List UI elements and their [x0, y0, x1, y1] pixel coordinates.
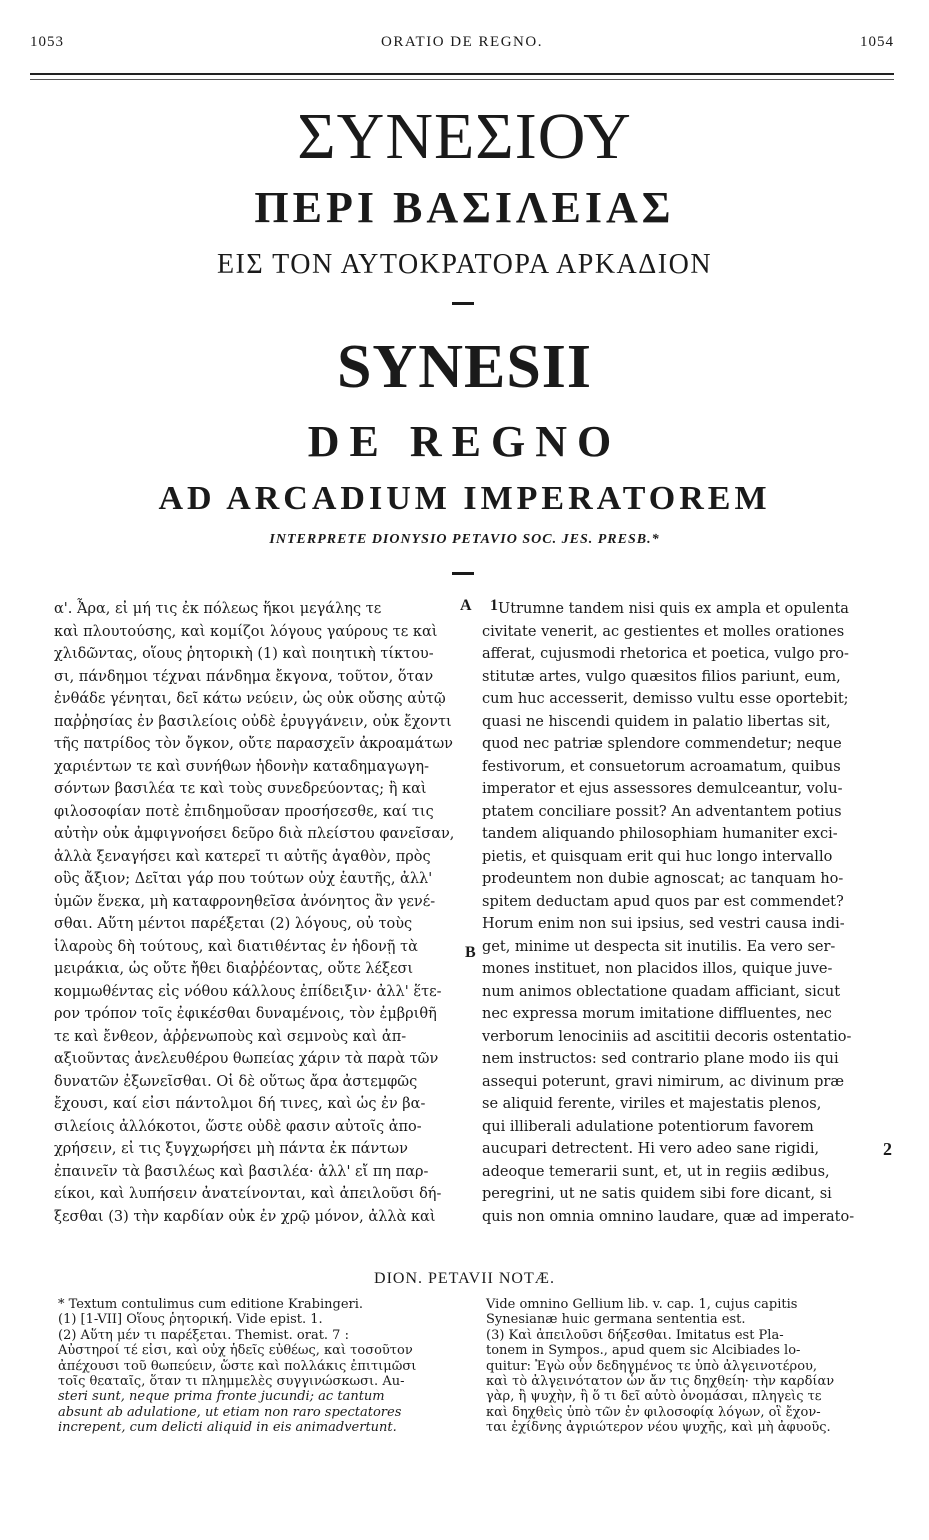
text-line: quis non omnia omnino laudare, quæ ad imperato-	[482, 1208, 855, 1225]
notes-left-column	[58, 1297, 468, 1436]
text-line: ἐπαινεῖν τὰ βασιλέως καὶ βασιλέα· ἀλλ' εἴ πη παρ-	[54, 1163, 429, 1180]
text-line: σι, πάνδημοι τέχναι πάνδημα ἔκγονα, τοῦτον, ὅταν	[54, 668, 434, 685]
interpreter-line: INTERPRETE DIONYSIO PETAVIO SOC. JES. PRESB.*	[269, 532, 660, 547]
text-line: quasi ne hiscendi quidem in palatio libertas sit,	[482, 713, 831, 730]
notes-right-column	[486, 1297, 898, 1436]
text-line: ὑμῶν ἕνεκα, μὴ καταφρονηθεῖσα ἀνόνητος ἂν γενέ-	[54, 893, 436, 910]
note-line: quitur: Ἐγὼ οὖν δεδηγμένος τε ὑπὸ ἀλγεινοτέρου,	[486, 1358, 818, 1374]
note-line: increpent, cum delicti aliquid in eis animadvertunt.	[58, 1420, 397, 1436]
text-line: αξιοῦντας ἀνελευθέρου θωπείας χάριν τὰ παρὰ τῶν	[54, 1051, 439, 1067]
note-line: Αὐστηροί τέ εἰσι, καὶ οὐχ ἡδεῖς εὐθέως, καὶ τοσοῦτον	[58, 1343, 413, 1359]
text-line: imperator et ejus assessores demulceantur, volu-	[482, 781, 843, 797]
page-number-left: 1053	[30, 34, 64, 50]
text-line: tandem aliquando philosophiam humaniter exci-	[482, 826, 838, 842]
greek-work-title: ΠΕΡΙ ΒΑΣΙΛΕΙΑΣ	[254, 183, 675, 232]
text-line: χρήσειν, εἰ τις ξυγχωρήσει μὴ πάντα ἐκ πάντων	[54, 1141, 408, 1157]
body-divider	[452, 572, 474, 575]
margin-mark-b: B	[465, 944, 476, 961]
note-line: ἀπέχουσι τοῦ θωπεύειν, ὥστε καὶ πολλάκις ἐπιτιμῶσι	[58, 1358, 417, 1374]
margin-mark-a: A	[460, 597, 472, 614]
latin-work-title: DE REGNO	[307, 417, 622, 466]
note-line: καὶ τὸ ἀλγεινότατον ὧν ἄν τις δηχθείη· τὴν καρδίαν	[486, 1373, 835, 1389]
text-line: Horum enim non sui ipsius, sed vestri causa indi-	[482, 916, 845, 932]
text-line: ξεσθαι (3) τὴν καρδίαν οὐκ ἐν χρῷ μόνον, ἀλλὰ καὶ	[54, 1208, 436, 1225]
title-divider	[452, 302, 474, 305]
text-line: οὓς ἄξιον; Δεῖται γάρ που τούτων οὐχ ἑαυτῆς, ἀλλ'	[54, 871, 433, 887]
text-line: καὶ πλουτούσης, καὶ κομίζοι λόγους γαύρους τε καὶ	[54, 623, 438, 640]
text-line: ἐνθάδε γένηται, δεῖ κάτω νεύειν, ὡς οὐκ οὔσης αὐτῷ	[54, 691, 446, 707]
greek-author-title: ΣΥΝΕΣΙΟΥ	[297, 100, 632, 173]
text-line: είκοι, καὶ λυπήσειν ἀνατείνονται, καὶ ἀπειλοῦσι δή-	[54, 1186, 442, 1202]
text-line: adeoque temerarii sunt, et, ut in regiis ædibus,	[482, 1163, 830, 1180]
header-rule	[30, 73, 894, 80]
text-line: σόντων βασιλέα τε καὶ τοὺς συνεδρεύοντας; ἢ καὶ	[54, 781, 427, 797]
text-line: mones instituet, non placidos illos, quique juve-	[482, 961, 833, 977]
text-line: nem instructos: sed contrario plane modo iis qui	[482, 1051, 839, 1067]
note-line: ται ἐχίδνης ἀγριώτερον νέου ψυχῆς, καὶ μὴ ἀφυοῦς.	[486, 1420, 831, 1436]
text-line: spitem deductam apud quos par est commendet?	[482, 893, 844, 910]
text-line: verborum lenociniis ad ascititii decoris ostentatio-	[482, 1028, 852, 1045]
text-line: get, minime ut despecta sit inutilis. Ea vero ser-	[482, 938, 836, 955]
text-line: κομμωθέντας εἰς νόθου κάλλους ἐπίδειξιν· ἀλλ' ἕτε-	[54, 983, 442, 1000]
text-line: τε καὶ ἔνθεον, ἀῤῥενωποὺς καὶ σεμνοὺς καὶ ἀπ-	[54, 1028, 407, 1045]
text-line: afferat, cujusmodi rhetorica et poetica, vulgo pro-	[482, 646, 849, 662]
latin-text-column	[482, 598, 896, 1228]
text-line: Utrumne tandem nisi quis ex ampla et opulenta	[498, 601, 849, 617]
text-line: num animos oblectatione quadam afficiant, sicut	[482, 983, 841, 1000]
text-line: φιλοσοφίαν ποτὲ ἐπιδημοῦσαν προσήσεσθε, καί τις	[54, 803, 434, 820]
note-line: (2) Αὕτη μέν τι παρέξεται. Themist. orat. 7 :	[58, 1327, 349, 1343]
text-line: prodeuntem non dubie agnoscat; ac tanquam ho-	[482, 871, 844, 887]
text-line: se aliquid ferente, viriles et majestatis plenos,	[482, 1096, 822, 1112]
text-line: festivorum, et consuetorum acroamatum, quibus	[482, 758, 841, 775]
running-head	[30, 34, 894, 54]
text-line: σιλείοις ἀλλόκοτοι, ὥστε οὐδὲ φασιν αὐτοῖς ἀπο-	[54, 1118, 422, 1135]
text-line: qui illiberali adulatione potentiorum favorem	[482, 1118, 814, 1135]
note-line: καὶ δηχθεὶς ὑπὸ τῶν ἐν φιλοσοφίᾳ λόγων, οἳ ἔχον-	[486, 1404, 821, 1420]
text-line: peregrini, ut ne satis quidem sibi fore dicant, si	[482, 1186, 832, 1202]
section-number-1: 1	[490, 597, 498, 614]
text-line: α'. Ἆρα, εἰ μή τις ἐκ πόλεως ἥκοι μεγάλης τε	[54, 601, 382, 617]
running-title: ORATIO DE REGNO.	[381, 34, 543, 50]
text-line: quod nec patriæ splendore commendetur; neque	[482, 736, 842, 752]
note-line: * Textum contulimus cum editione Krabingeri.	[58, 1297, 364, 1312]
note-line: Synesianæ huic germana sententia est.	[486, 1312, 746, 1328]
text-line: nec expressa morum imitatione diffluentes, nec	[482, 1006, 832, 1022]
latin-author-title: SYNESII	[336, 333, 593, 401]
text-line: cum huc accesserit, demisso vultu esse oportebit;	[482, 691, 849, 707]
text-line: μειράκια, ὡς οὔτε ἤθει διαῤῥέοντας, οὔτε λέξεσι	[54, 961, 414, 977]
text-line: δυνατῶν ἐξωνεῖσθαι. Οἱ δὲ οὕτως ἄρα ἀστεμφῶς	[54, 1073, 418, 1090]
note-line: γὰρ, ἢ ψυχὴν, ἢ ὅ τι δεῖ αὐτὸ ὀνομάσαι, πληγεὶς τε	[486, 1389, 822, 1405]
greek-text-column	[54, 598, 466, 1228]
section-number-2: 2	[883, 1139, 892, 1159]
latin-subtitle: AD ARCADIUM IMPERATOREM	[158, 480, 771, 517]
note-line: steri sunt, neque prima fronte jucundi; ac tantum	[58, 1389, 385, 1405]
text-line: αὐτὴν οὐκ ἀμφιγνοήσει δεῦρο διὰ πλείστου φανεῖσαν,	[54, 826, 455, 842]
note-line: (3) Καὶ ἀπειλοῦσι δήξεσθαι. Imitatus est Pla-	[486, 1327, 784, 1343]
page-number-right: 1054	[860, 34, 894, 50]
text-line: τῆς πατρίδος τὸν ὄγκον, οὔτε παρασχεῖν ἀκροαμάτων	[54, 736, 453, 752]
text-line: χαριέντων τε καὶ συνήθων ἡδονὴν καταδημαγωγη-	[54, 758, 429, 775]
note-line: Vide omnino Gellium lib. v. cap. 1, cujus capitis	[486, 1297, 798, 1312]
notes-heading: DION. PETAVII NOTÆ.	[374, 1270, 555, 1287]
text-line: pietis, et quisquam erit qui huc longo intervallo	[482, 848, 833, 865]
text-line: civitate venerit, ac gestientes et molles orationes	[482, 623, 845, 640]
text-line: σθαι. Αὕτη μέντοι παρέξεται (2) λόγους, οὐ τοὺς	[54, 916, 413, 932]
text-line: ἔχουσι, καί εἰσι πάντολμοι δή τινες, καὶ ὡς ἐν βα-	[54, 1096, 426, 1112]
note-line: absunt ab adulatione, ut etiam non raro spectatores	[58, 1404, 402, 1420]
text-line: ptatem conciliare possit? An adventantem potius	[482, 803, 842, 820]
note-line: τοῖς θεαταῖς, ὅταν τι πλημμελὲς συγγινώσκωσι. Au-	[58, 1373, 405, 1389]
text-line: ρον τρόπον τοῖς ἐφικέσθαι δυναμένοις, τὸν ἐμβριθῆ	[54, 1006, 437, 1022]
note-line: tonem in Sympos., apud quem sic Alcibiades lo-	[486, 1343, 801, 1359]
text-line: stitutæ artes, vulgo quæsitos filios pariunt, eum,	[482, 668, 841, 685]
text-line: ἀλλὰ ξεναγήσει καὶ κατερεῖ τι αὐτῆς ἀγαθὸν, πρὸς	[54, 848, 431, 865]
greek-subtitle: ΕΙΣ ΤΟΝ ΑΥΤΟΚΡΑΤΟΡΑ ΑΡΚΑΔΙΟΝ	[216, 249, 713, 280]
text-line: παῤῥησίας ἐν βασιλείοις οὐδὲ ἐρυγγάνειν, οὐκ ἔχοντι	[54, 713, 452, 730]
text-line: ἱλαροὺς δὴ τούτους, καὶ διατιθέντας ἐν ἡδονῇ τὰ	[54, 938, 418, 955]
text-line: assequi poterunt, gravi nimirum, ac divinum præ	[482, 1073, 844, 1090]
note-line: (1) [1-VII] Οἵους ῥητορική. Vide epist. 1.	[58, 1312, 323, 1328]
text-line: χλιδῶντας, οἵους ῥητορικὴ (1) καὶ ποιητικὴ τίκτου-	[54, 646, 434, 662]
text-line: aucupari detrectent. Hi vero adeo sane rigidi,	[482, 1141, 820, 1157]
